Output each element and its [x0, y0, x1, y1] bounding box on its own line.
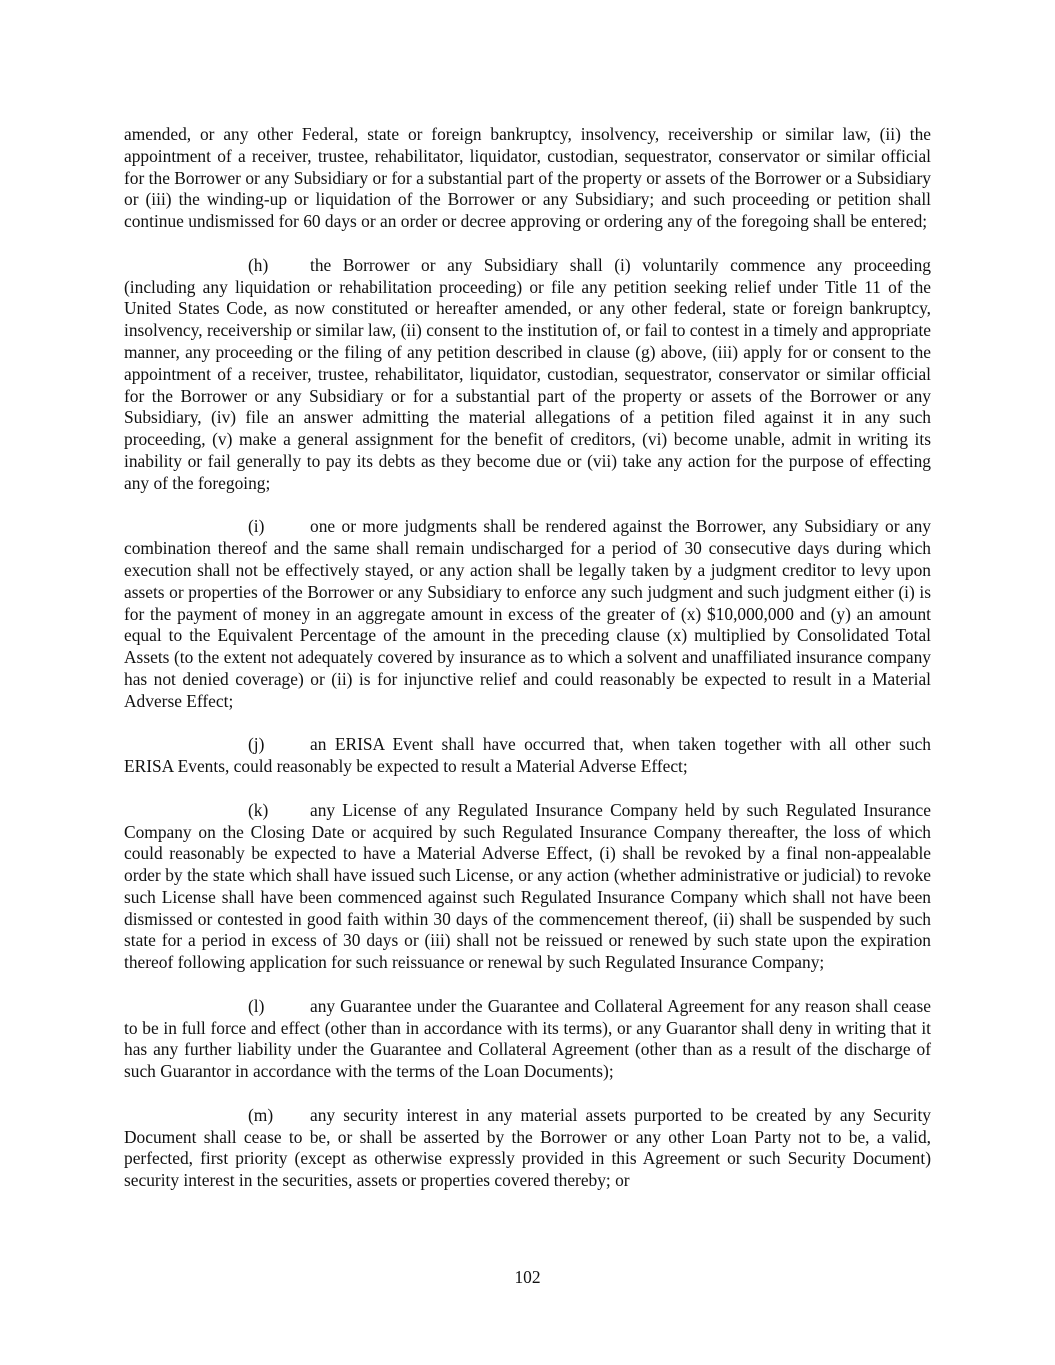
- clause-label: (m): [248, 1104, 274, 1125]
- clause-text: any License of any Regulated Insurance Company held by such Regulated Insurance Company on the Closing Date or acquired by such Regulated Insurance Company thereafter, the loss of which could reasonably be expected to have a Material Adverse Effect, (i) shall be revoked by a final non-appealable order by the state which shall have issued such License, or any action (whether administrative or judicial) to revoke such License shall have been commenced against such Regulated Insurance Company which shall not have been dismissed or contested in good faith within 30 days of the commencement thereof, (ii) shall be suspended by such state for a period in excess of 30 days or (iii) shall not be reissued or renewed by such state upon the expiration thereof following application for such reissuance or renewal by such Regulated Insurance Company;: [124, 799, 931, 973]
- clause-label: (l): [248, 995, 265, 1016]
- clause-l: [124, 996, 931, 1083]
- clause-text: any Guarantee under the Guarantee and Collateral Agreement for any reason shall cease to be in full force and effect (other than in accordance with its terms), or any Guarantor shall deny in writing that it has any further liability under the Guarantee and Collateral Agreement (other than as a result of the discharge of such Guarantor in accordance with the terms of the Loan Documents);: [124, 995, 931, 1082]
- clause-text: one or more judgments shall be rendered against the Borrower, any Subsidiary or any combination thereof and the same shall remain undischarged for a period of 30 consecutive days during which execution shall not be effectively stayed, or any action shall be legally taken by a judgment creditor to levy upon assets or properties of the Borrower or any Subsidiary to enforce any such judgment and such judgment either (i) is for the payment of money in an aggregate amount in excess of the greater of (x) $10,000,000 and (y) an amount equal to the Equivalent Percentage of the amount in the preceding clause (x) multiplied by Consolidated Total Assets (to the extent not adequately covered by insurance as to which a solvent and unaffiliated insurance company has not denied coverage) or (ii) is for injunctive relief and could reasonably be expected to result in a Material Adverse Effect;: [124, 516, 931, 711]
- clause-h: [124, 255, 931, 495]
- clause-text: any security interest in any material assets purported to be created by any Security Document shall cease to be, or shall be asserted by the Borrower or any other Loan Party not to be, a valid, perfected, first priority (except as otherwise expressly provided in this Agreement or such Security Document) security interest in the securities, assets or properties covered thereby; or: [124, 1104, 931, 1191]
- clause-label: (i): [248, 516, 265, 537]
- clause-j: [124, 734, 931, 778]
- document-page: [124, 124, 931, 1214]
- page-number: 102: [514, 1267, 541, 1287]
- clause-label: (h): [248, 254, 269, 275]
- clause-i: [124, 516, 931, 712]
- clause-label: (j): [248, 734, 265, 755]
- clause-text: an ERISA Event shall have occurred that, when taken together with all other such ERISA Events, could reasonably be expected to result a Material Adverse Effect;: [124, 734, 931, 777]
- clause-text: the Borrower or any Subsidiary shall (i) voluntarily commence any proceeding (including any liquidation or rehabilitation proceeding) or file any petition seeking relief under Title 11 of the United States Code, as now constituted or hereafter amended, or any other federal, state or foreign bankruptcy, insolvency, receivership or similar law, (ii) consent to the institution of, or fail to contest in a timely and appropriate manner, any proceeding or the filing of any petition described in clause (g) above, (iii) apply for or consent to the appointment of a receiver, trustee, rehabilitator, liquidator, custodian, sequestrator, conservator or similar official for the Borrower or any Subsidiary or for a substantial part of the property or assets of the Borrower or any Subsidiary, (iv) file an answer admitting the material allegations of a petition filed against it in any such proceeding, (v) make a general assignment for the benefit of creditors, (vi) become unable, admit in writing its inability or fail generally to pay its debts as they become due or (vii) take any action for the purpose of effecting any of the foregoing;: [124, 254, 931, 493]
- clause-m: [124, 1105, 931, 1192]
- clause-label: (k): [248, 799, 269, 820]
- continuation-paragraph: amended, or any other Federal, state or foreign bankruptcy, insolvency, receivership or similar law, (ii) the appointment of a receiver, trustee, rehabilitator, liquidator, custodian, sequestrator, conservator or similar official for the Borrower or any Subsidiary or for a substantial part of the property or assets of the Borrower or a Subsidiary or (iii) the winding-up or liquidation of the Borrower or any Subsidiary; and such proceeding or petition shall continue undismissed for 60 days or an order or decree approving or ordering any of the foregoing shall be entered;: [124, 124, 931, 232]
- clause-k: [124, 800, 931, 974]
